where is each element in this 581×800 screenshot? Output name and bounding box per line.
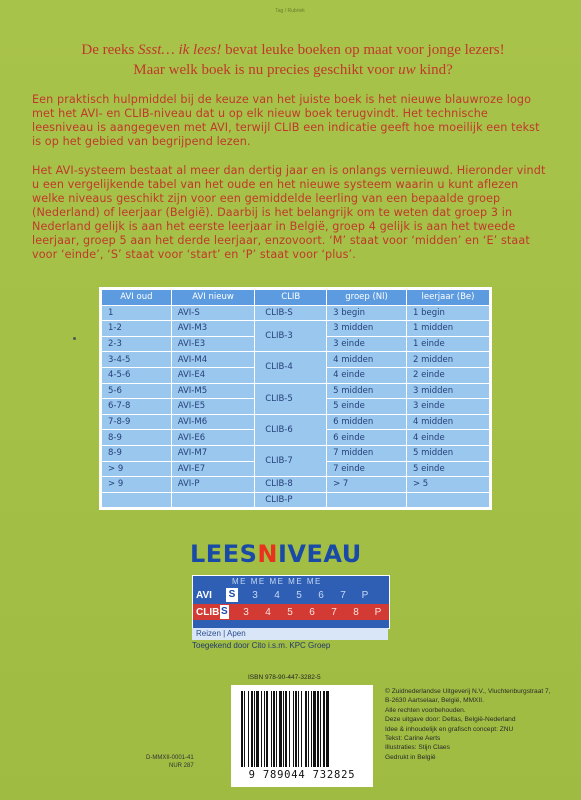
cell-clib: CLIB-8 bbox=[255, 477, 327, 493]
cell-groep: 6 einde bbox=[327, 430, 407, 446]
barcode-bar bbox=[273, 691, 275, 767]
intro-line-1 bbox=[28, 40, 558, 60]
cell-groep: > 7 bbox=[327, 477, 407, 493]
cell-groep: 3 midden bbox=[327, 321, 407, 337]
cell-avi-oud: 5-6 bbox=[102, 383, 172, 399]
header-groep: groep (Nl) bbox=[327, 290, 407, 306]
cell-avi-oud: 3-4-5 bbox=[102, 352, 172, 368]
me-row: ME ME ME ME ME bbox=[232, 577, 322, 586]
isbn-text: ISBN 978-90-447-3282-5 bbox=[248, 674, 321, 681]
cell-avi-nieuw: AVI-E7 bbox=[171, 461, 255, 477]
table-row bbox=[102, 414, 490, 430]
header-avi-oud: AVI oud bbox=[102, 290, 172, 306]
cell-leerjaar: 3 midden bbox=[406, 383, 489, 399]
avi-level-selected: S bbox=[226, 588, 238, 602]
cell-avi-nieuw: AVI-M6 bbox=[171, 414, 255, 430]
cell-avi-oud: 1-2 bbox=[102, 321, 172, 337]
barcode-bar bbox=[308, 691, 309, 767]
cell-leerjaar: 4 midden bbox=[406, 414, 489, 430]
cell-avi-nieuw: AVI-E6 bbox=[171, 430, 255, 446]
header-avi-nieuw: AVI nieuw bbox=[171, 290, 255, 306]
cell-leerjaar: 1 midden bbox=[406, 321, 489, 337]
barcode-bar bbox=[317, 691, 319, 767]
clib-level: 5 bbox=[287, 606, 293, 618]
header-clib: CLIB bbox=[255, 290, 327, 306]
cell-avi-oud: 1 bbox=[102, 305, 172, 321]
theme-label: Reizen | Apen bbox=[192, 628, 388, 640]
cell-clib: CLIB-5 bbox=[255, 383, 327, 414]
barcode-bar bbox=[323, 691, 325, 767]
avi-level-row bbox=[193, 587, 389, 603]
clib-label: CLIB bbox=[196, 606, 220, 618]
barcode-bar bbox=[311, 691, 312, 767]
cell-avi-nieuw: AVI-M3 bbox=[171, 321, 255, 337]
colophon-line: Deze uitgave door: Deltas, België-Nederland bbox=[385, 716, 516, 724]
barcode-bar bbox=[251, 691, 253, 767]
stray-dot bbox=[73, 337, 76, 340]
cell-avi-oud: 2-3 bbox=[102, 336, 172, 352]
clib-level: 7 bbox=[331, 606, 337, 618]
colophon-line: Illustraties: Stijn Claes bbox=[385, 744, 450, 752]
table-row bbox=[102, 352, 490, 368]
colophon-line: Tekst: Carine Aerts bbox=[385, 735, 441, 743]
cell-leerjaar: 5 einde bbox=[406, 461, 489, 477]
cell-avi-oud: 8-9 bbox=[102, 430, 172, 446]
clib-level-scale bbox=[235, 607, 389, 618]
barcode-bar bbox=[244, 691, 245, 767]
avi-level: 4 bbox=[274, 589, 280, 601]
cell-avi-oud: > 9 bbox=[102, 461, 172, 477]
clib-level: 3 bbox=[243, 606, 249, 618]
barcode-bar bbox=[264, 691, 265, 767]
cell-leerjaar: 5 midden bbox=[406, 445, 489, 461]
avi-comparison-table bbox=[99, 287, 492, 510]
cell-avi-nieuw: AVI-M7 bbox=[171, 445, 255, 461]
colophon-line: © Zuidnederlandse Uitgeverij N.V., Vluchtenburgstraat 7, bbox=[385, 688, 551, 695]
table-row bbox=[102, 492, 490, 508]
intro-text: Maar welk boek is nu precies geschikt voor bbox=[133, 62, 399, 78]
colophon bbox=[385, 687, 575, 762]
cell-groep bbox=[327, 492, 407, 508]
cell-groep: 5 einde bbox=[327, 399, 407, 415]
clib-level: 8 bbox=[353, 606, 359, 618]
cell-avi-nieuw: AVI-E3 bbox=[171, 336, 255, 352]
cell-groep: 7 midden bbox=[327, 445, 407, 461]
cell-clib: CLIB-3 bbox=[255, 321, 327, 352]
paragraph-1: Een praktisch hulpmiddel bij de keuze van het juiste boek is het nieuwe blauwroze logo met het AVI- en CLIB-niveau dat u op elk nieuw boek terugvindt. Het technische leesniveau is aangegeven met AVI, terwijl CLIB een indicatie geeft hoe moeilijk een tekst is op het gebied van begrijpend lezen. bbox=[32, 93, 540, 148]
intro-line-2 bbox=[28, 60, 558, 80]
colophon-line: Gedrukt in België bbox=[385, 753, 436, 761]
intro-heading bbox=[28, 40, 558, 80]
cell-clib: CLIB-4 bbox=[255, 352, 327, 383]
avi-level: 5 bbox=[296, 589, 302, 601]
cell-groep: 3 begin bbox=[327, 305, 407, 321]
avi-label: AVI bbox=[196, 589, 212, 601]
deposit-code: D-MMXII-0001-41 bbox=[146, 755, 194, 761]
barcode-bar bbox=[266, 691, 268, 767]
header-leerjaar: leerjaar (Be) bbox=[406, 290, 489, 306]
logo-text: IVEAU bbox=[277, 540, 362, 568]
barcode-bar bbox=[283, 691, 284, 767]
barcode-bar bbox=[295, 691, 297, 767]
intro-text: bevat leuke boeken op maat voor jonge lezers! bbox=[221, 42, 505, 58]
series-title: Ssst… ik lees! bbox=[138, 42, 222, 58]
cell-clib: CLIB-P bbox=[255, 492, 327, 508]
avi-level: 3 bbox=[252, 589, 258, 601]
barcode-bar bbox=[293, 691, 294, 767]
clib-level: 6 bbox=[309, 606, 315, 618]
awarded-by: Toegekend door Cito i.s.m. KPC Groep bbox=[192, 641, 331, 650]
cell-avi-oud bbox=[102, 492, 172, 508]
cell-clib: CLIB-7 bbox=[255, 445, 327, 476]
barcode-bar bbox=[279, 691, 282, 767]
table-row bbox=[102, 321, 490, 337]
cell-leerjaar: 2 einde bbox=[406, 367, 489, 383]
cell-avi-nieuw: AVI-P bbox=[171, 477, 255, 493]
intro-text: De reeks bbox=[81, 42, 139, 58]
cell-leerjaar: 1 begin bbox=[406, 305, 489, 321]
colophon-line: Idee & inhoudelijk en grafisch concept: ZNU bbox=[385, 725, 514, 733]
table-row bbox=[102, 445, 490, 461]
leesniveau-logo bbox=[190, 540, 362, 568]
table-row bbox=[102, 305, 490, 321]
publisher-codes bbox=[146, 754, 194, 770]
cell-avi-nieuw: AVI-M5 bbox=[171, 383, 255, 399]
cell-leerjaar: 3 einde bbox=[406, 399, 489, 415]
logo-text: LEES bbox=[190, 540, 258, 568]
barcode-bar bbox=[254, 691, 255, 767]
barcode-bar bbox=[241, 691, 243, 767]
barcode-bar bbox=[248, 691, 249, 767]
top-label: Tag / Rubriek bbox=[275, 8, 305, 14]
barcode-bar bbox=[298, 691, 299, 767]
avi-level-scale bbox=[244, 590, 376, 601]
table-header-row bbox=[102, 290, 490, 306]
barcode-bar bbox=[301, 691, 302, 767]
cell-leerjaar bbox=[406, 492, 489, 508]
barcode-bar bbox=[285, 691, 287, 767]
barcode-bar bbox=[289, 691, 290, 767]
barcode-digits: 9 789044 732825 bbox=[248, 769, 356, 781]
cell-avi-oud: > 9 bbox=[102, 477, 172, 493]
barcode-bar bbox=[271, 691, 272, 767]
barcode-bar bbox=[320, 691, 321, 767]
cell-leerjaar: > 5 bbox=[406, 477, 489, 493]
cell-avi-oud: 7-8-9 bbox=[102, 414, 172, 430]
clib-level: 4 bbox=[265, 606, 271, 618]
barcode bbox=[231, 685, 373, 787]
cell-leerjaar: 2 midden bbox=[406, 352, 489, 368]
barcode-bar bbox=[261, 691, 262, 767]
cell-leerjaar: 4 einde bbox=[406, 430, 489, 446]
barcode-bar bbox=[326, 691, 329, 767]
table-row bbox=[102, 477, 490, 493]
avi-level: 7 bbox=[340, 589, 346, 601]
cell-avi-oud: 8-9 bbox=[102, 445, 172, 461]
intro-emphasis: uw bbox=[398, 62, 416, 78]
barcode-bars-icon bbox=[241, 691, 363, 769]
clib-level-selected: S bbox=[220, 606, 228, 617]
cell-avi-nieuw: AVI-S bbox=[171, 305, 255, 321]
cell-leerjaar: 1 einde bbox=[406, 336, 489, 352]
colophon-line: B-2630 Aartselaar, België, MMXII. bbox=[385, 697, 484, 705]
clib-level-row bbox=[193, 604, 389, 620]
barcode-bar bbox=[256, 691, 259, 767]
level-indicator bbox=[192, 575, 390, 629]
cell-clib: CLIB-6 bbox=[255, 414, 327, 445]
cell-avi-nieuw: AVI-E5 bbox=[171, 399, 255, 415]
cell-groep: 6 midden bbox=[327, 414, 407, 430]
table-row bbox=[102, 383, 490, 399]
cell-avi-nieuw: AVI-E4 bbox=[171, 367, 255, 383]
cell-groep: 4 einde bbox=[327, 367, 407, 383]
colophon-line: Alle rechten voorbehouden. bbox=[385, 706, 466, 714]
cell-groep: 4 midden bbox=[327, 352, 407, 368]
cell-avi-oud: 4-5-6 bbox=[102, 367, 172, 383]
cell-avi-nieuw: AVI-M4 bbox=[171, 352, 255, 368]
paragraph-2: Het AVI-systeem bestaat al meer dan dertig jaar en is onlangs vernieuwd. Hieronder vindt u een vergelijkende tabel van het oude en het nieuwe systeem waarin u kunt aflezen welke niveaus geschikt zijn voor een gemiddelde leerling van een bepaalde groep (Nederland) of leerjaar (België). Daarbij is het belangrijk om te weten dat groep 3 in Nederland gelijk is aan het eerste leerjaar in België, groep 4 gelijk is aan het tweede leerjaar, groep 5 aan het derde leerjaar, enzovoort. ‘M’ staat voor ‘midden’ en ‘E’ staat voor ‘einde’, ‘S’ staat voor ‘start’ en ‘P’ staat voor ‘plus’. bbox=[32, 164, 546, 261]
barcode-bar bbox=[305, 691, 307, 767]
intro-text: kind? bbox=[415, 62, 453, 78]
avi-level: 6 bbox=[318, 589, 324, 601]
cell-groep: 7 einde bbox=[327, 461, 407, 477]
level-table bbox=[101, 289, 490, 508]
nur-code: NUR 287 bbox=[169, 763, 194, 769]
logo-accent: N bbox=[257, 540, 278, 568]
cell-groep: 5 midden bbox=[327, 383, 407, 399]
barcode-bar bbox=[276, 691, 277, 767]
cell-avi-nieuw bbox=[171, 492, 255, 508]
barcode-bar bbox=[313, 691, 316, 767]
cell-clib: CLIB-S bbox=[255, 305, 327, 321]
cell-groep: 3 einde bbox=[327, 336, 407, 352]
avi-level: P bbox=[361, 589, 369, 601]
clib-level: P bbox=[374, 606, 382, 618]
cell-avi-oud: 6-7-8 bbox=[102, 399, 172, 415]
